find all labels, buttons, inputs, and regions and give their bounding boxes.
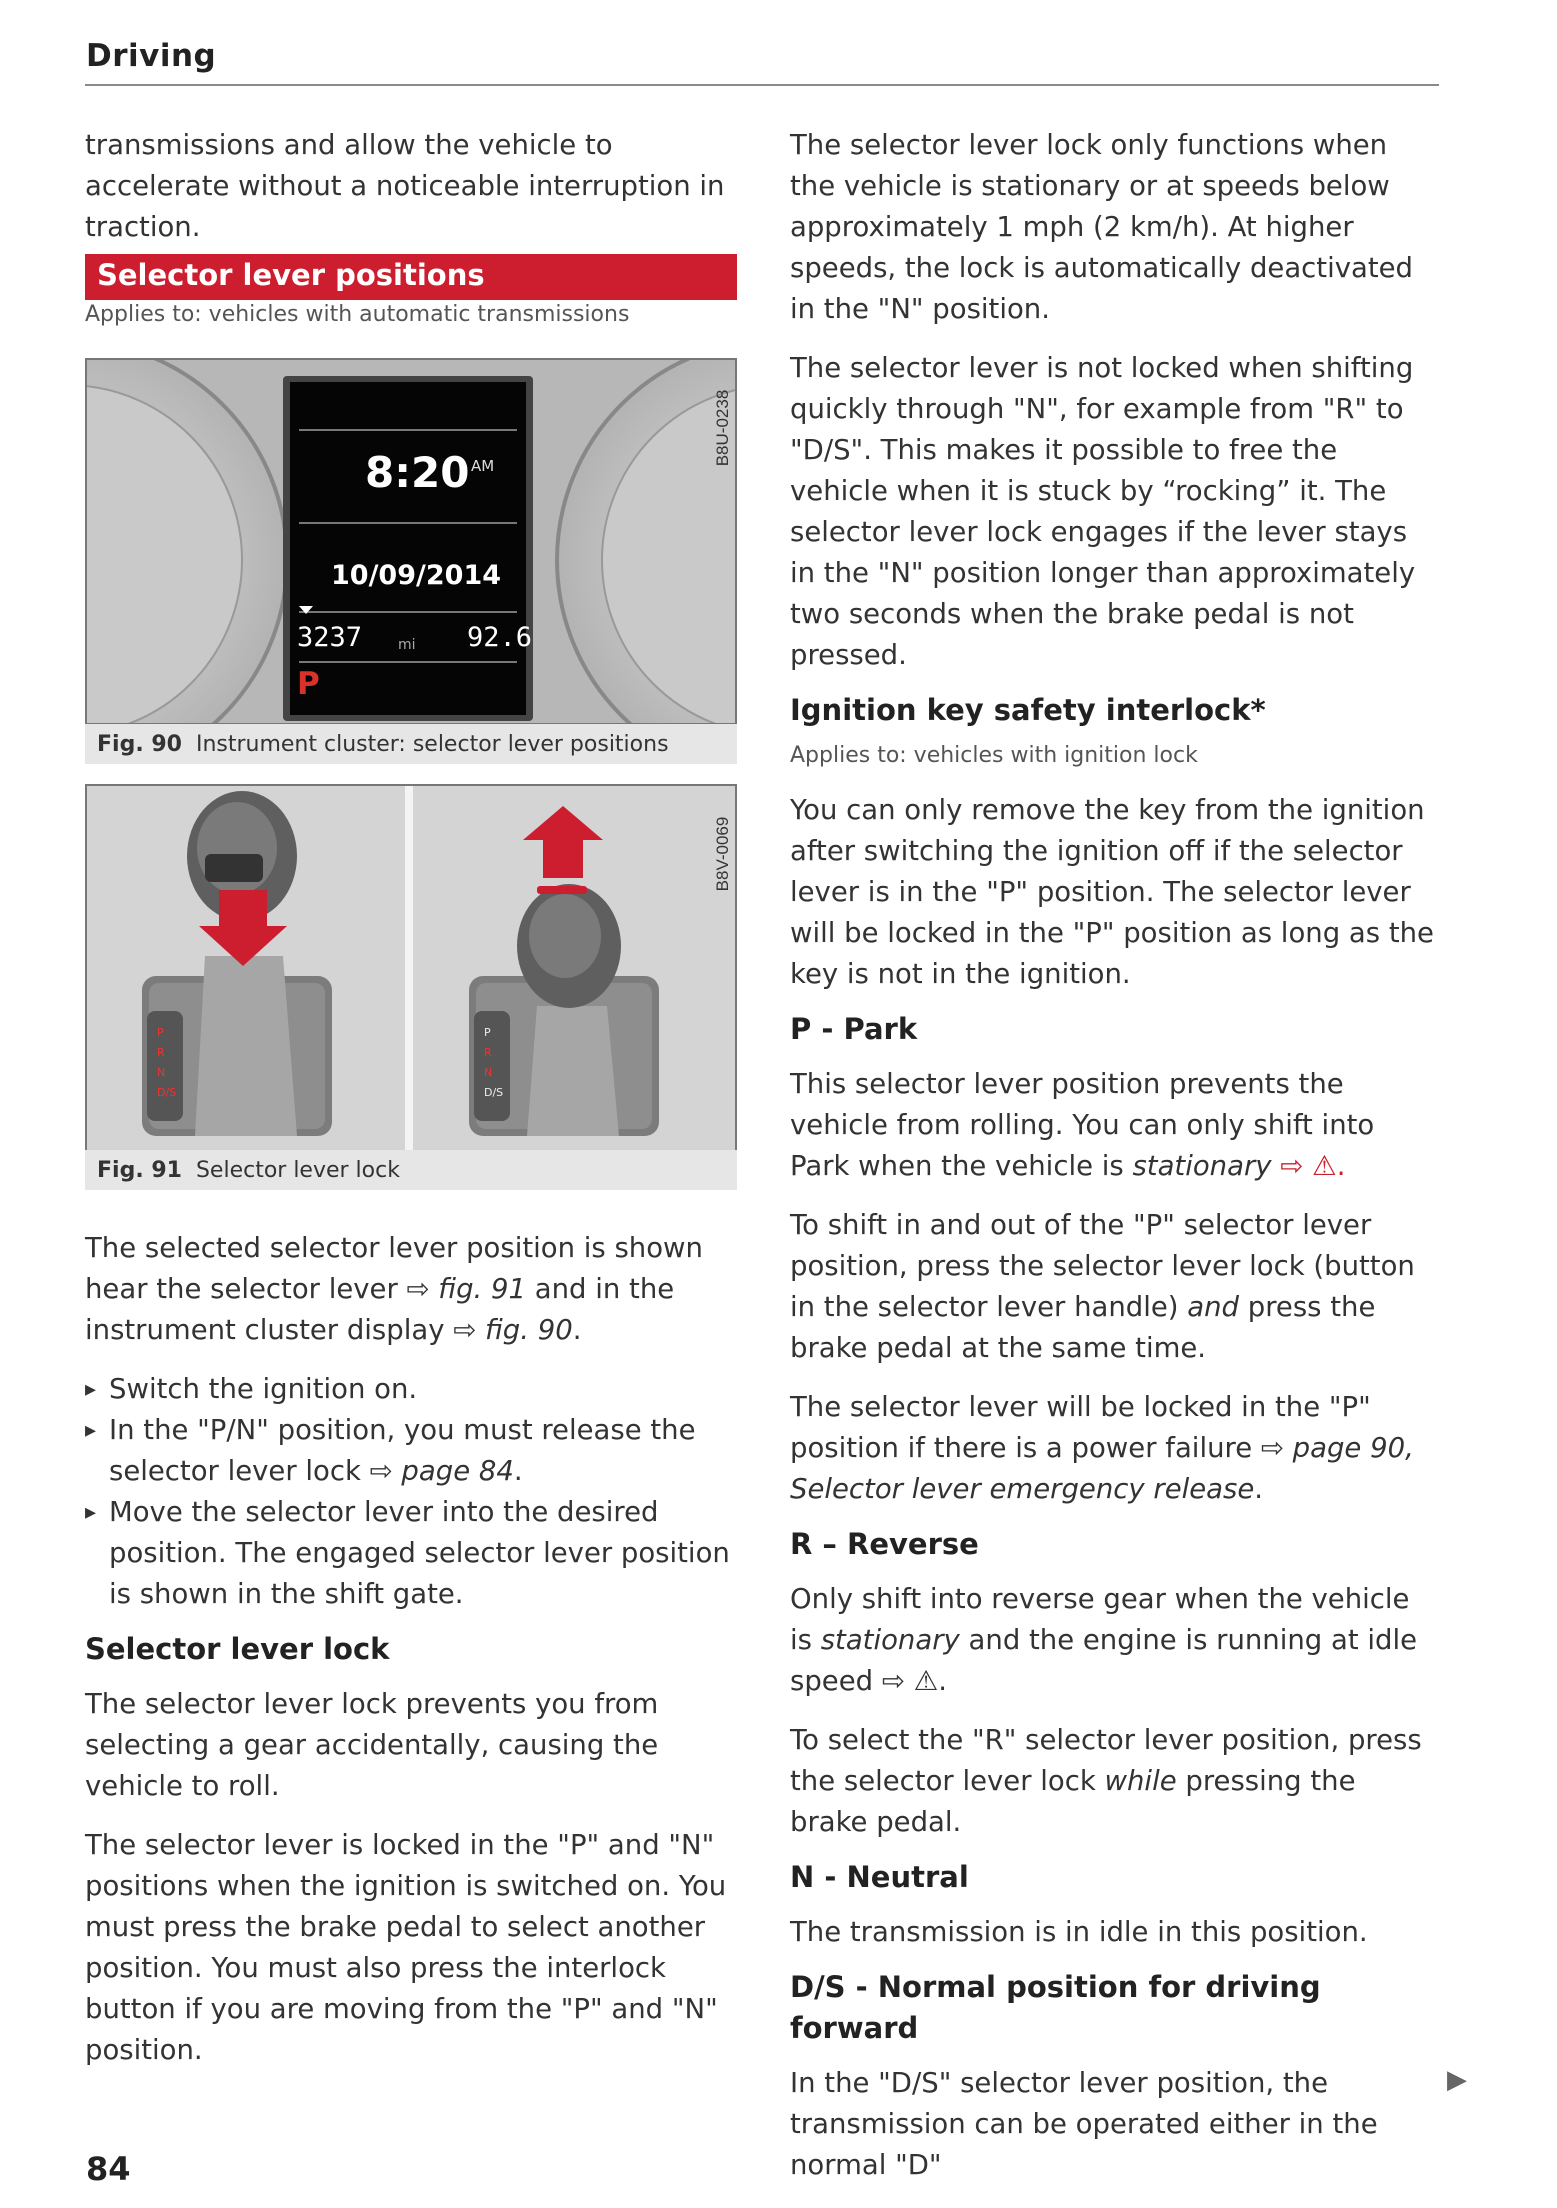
instrument-cluster-illustration (87, 360, 735, 723)
fig90-image (85, 358, 737, 725)
subheading: Ignition key safety interlock* (790, 693, 1266, 727)
emphasis: and (1187, 1291, 1240, 1323)
bullet-item: ▸ Move the selector lever into the desired position. The engaged selector lever position is shown in the shift gate. (85, 1492, 740, 1615)
text: The selected selector lever position is shown hear the selector lever (85, 1232, 703, 1305)
text: and the engine is running at idle speed ⇨ ⚠. (790, 1624, 1418, 1697)
applies-note: Applies to: vehicles with ignition lock (790, 743, 1198, 768)
fig91-caption-text: Selector lever lock (195, 1158, 400, 1183)
section-bar (85, 254, 737, 300)
gate-letter: D/S (484, 1086, 504, 1099)
subheading: P - Park (790, 1012, 918, 1046)
cluster-gear: P (297, 666, 320, 702)
subheading: Selector lever lock (85, 1632, 390, 1666)
gate-letter: R (157, 1046, 165, 1059)
xref-link[interactable]: ⇨ fig. 91 (406, 1273, 526, 1305)
gate-letter: P (157, 1026, 164, 1039)
selector-lever-illustration (87, 786, 735, 1150)
fig91-code-wrap (713, 794, 733, 914)
paragraph (790, 1579, 1440, 1702)
paragraph: You can only remove the key from the ignition after switching the ignition off if the selector lever is in the "P" position. The selector lever will be locked in the "P" position as long as the key is not in the ignition. (790, 794, 1434, 990)
fig90-caption-text: Instrument cluster: selector lever positions (195, 732, 669, 757)
bullet-item: ▸ Switch the ignition on. (85, 1369, 740, 1410)
emphasis: stationary (1132, 1150, 1272, 1182)
gate-letter: P (484, 1026, 491, 1039)
header-rule (85, 84, 1439, 86)
xref-link[interactable]: ⇨ page 90, Selector lever emergency release (790, 1432, 1414, 1505)
running-header: Driving (86, 38, 217, 74)
paragraph: The selector lever is not locked when shifting quickly through "N", for example from "R" to "D/S". This makes it possible to free the vehicle when it is stuck by “rocking” it. The selector lever lock engages if the lever stays in the "N" position longer than approximately two seconds when the brake pedal is not pressed. (790, 352, 1416, 671)
cluster-ampm: AM (471, 457, 495, 475)
gate-letter: R (484, 1046, 492, 1059)
paragraph: The selector lever lock prevents you from selecting a gear accidentally, causing the vehicle to roll. (85, 1688, 659, 1802)
paragraph (790, 1720, 1440, 1843)
gate-letter: N (157, 1066, 166, 1079)
emphasis: while (1104, 1765, 1177, 1797)
applies-note: Applies to: vehicles with automatic transmissions (85, 302, 630, 327)
cluster-unit: mi (398, 637, 416, 653)
paragraph (85, 1228, 740, 1351)
text: . (1254, 1473, 1264, 1505)
page-number: 84 (86, 2150, 131, 2188)
text: . (513, 1455, 523, 1487)
text: To select the "R" selector lever position, press the selector lever lock (790, 1724, 1422, 1797)
cluster-odometer: 3237 (297, 622, 363, 653)
right-body (790, 125, 1440, 2186)
text: . (572, 1314, 582, 1346)
xref-link[interactable]: ⇨ fig. 90 (453, 1314, 573, 1346)
gate-letter: D/S (157, 1086, 177, 1099)
cluster-time: 8:20 (365, 448, 470, 497)
bullet-item (85, 1410, 740, 1492)
intro-paragraph (85, 125, 740, 248)
fig90-caption (85, 724, 737, 764)
text: press the brake pedal at the same time. (790, 1291, 1376, 1364)
subheading: N - Neutral (790, 1860, 969, 1894)
fig91-label: Fig. 91 (97, 1158, 182, 1183)
emphasis: stationary (820, 1624, 960, 1656)
paragraph: In the "D/S" selector lever position, the transmission can be operated either in the normal "D" (790, 2067, 1378, 2181)
paragraph: The transmission is in idle in this position. (790, 1916, 1368, 1948)
subheading: D/S - Normal position for driving forward (790, 1970, 1321, 2045)
fig90-code-wrap (713, 368, 733, 488)
paragraph (790, 1205, 1440, 1369)
fig91-caption (85, 1150, 737, 1190)
fig91-image (85, 784, 737, 1152)
continue-arrow-icon: ▶ (1447, 2065, 1467, 2095)
text: In the "P/N" position, you must release the selector lever lock (109, 1414, 696, 1487)
paragraph: The selector lever lock only functions when the vehicle is stationary or at speeds below approximately 1 mph (2 km/h). At higher speeds, the lock is automatically deactivated in the "N" position. (790, 129, 1413, 325)
left-gate-letters (157, 1023, 176, 1103)
cluster-trip: 92.6 (467, 622, 533, 653)
text: To shift in and out of the "P" selector lever position, press the selector lever lock (button in the selector lever handle) (790, 1209, 1415, 1323)
text: The selector lever will be locked in the "P" position if there is a power failure (790, 1391, 1371, 1464)
text: pressing the brake pedal. (790, 1765, 1356, 1838)
xref-link[interactable]: ⇨ page 84 (369, 1455, 514, 1487)
paragraph (790, 1387, 1440, 1510)
subheading: R – Reverse (790, 1527, 979, 1561)
warning-ref[interactable]: ⇨ ⚠. (1271, 1150, 1346, 1182)
fig91-code: B8V-0069 (713, 816, 732, 892)
gate-letter: N (484, 1066, 493, 1079)
intro-text: transmissions and allow the vehicle to accelerate without a noticeable interruption in traction. (85, 129, 725, 243)
fig90-code: B8U-0238 (713, 389, 732, 467)
paragraph (790, 1064, 1440, 1187)
text: This selector lever position prevents the vehicle from rolling. You can only shift into Park when the vehicle is (790, 1068, 1375, 1182)
right-gate-letters (484, 1023, 503, 1103)
text: and in the instrument cluster display (85, 1273, 675, 1346)
section-title: Selector lever positions (97, 258, 485, 292)
fig90-label: Fig. 90 (97, 732, 182, 757)
left-body (85, 1228, 740, 2071)
paragraph: The selector lever is locked in the "P" and "N" positions when the ignition is switched on. You must press the brake pedal to select another position. You must also press the interlock button if you are moving from the "P" and "N" position. (85, 1829, 727, 2066)
cluster-date: 10/09/2014 (331, 560, 502, 591)
text: Only shift into reverse gear when the vehicle is (790, 1583, 1410, 1656)
